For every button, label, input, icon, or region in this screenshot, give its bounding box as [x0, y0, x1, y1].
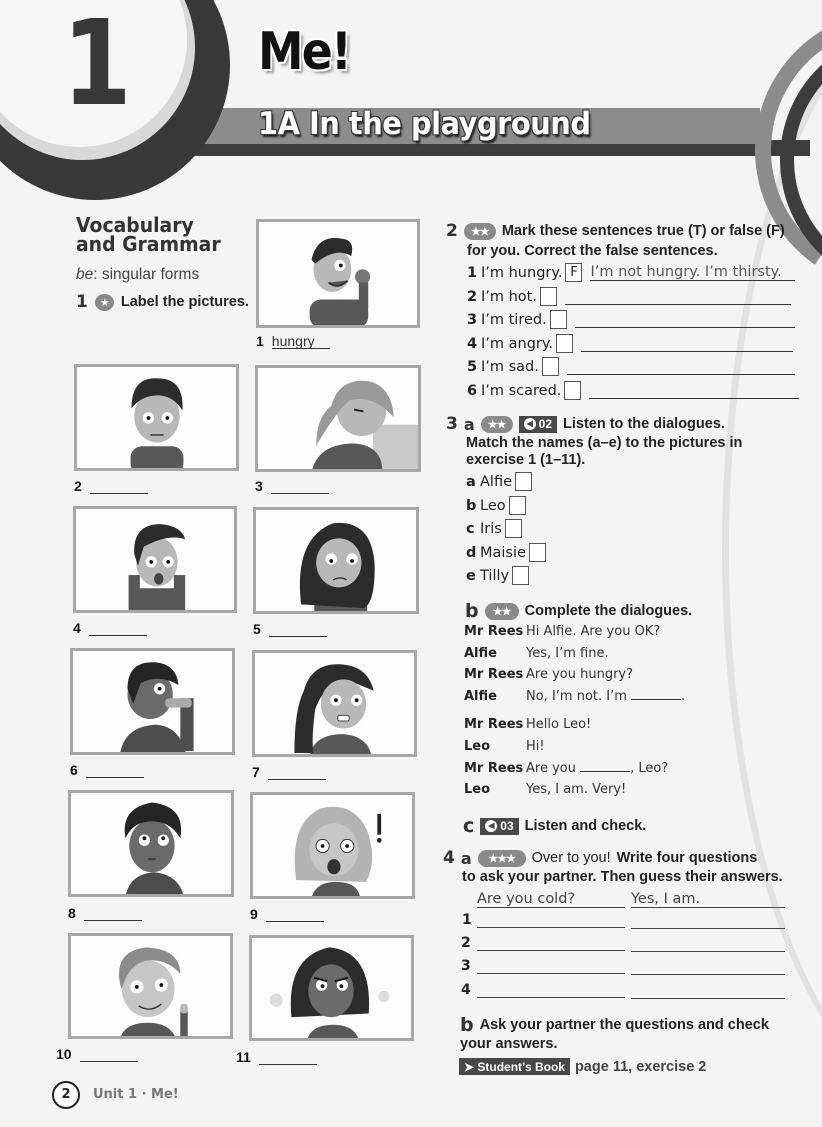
section-title-line1: Vocabulary [76, 213, 194, 237]
bored-boy-illustration [71, 793, 231, 894]
item-sentence: I’m hot. [481, 288, 537, 305]
example-question: Are you cold? [477, 892, 625, 908]
picture-1 [256, 219, 420, 328]
dialogue-text: Hello Leo! [526, 717, 592, 732]
correction-line[interactable]: I’m not hungry. I’m thirsty. [590, 265, 795, 281]
answer-blank[interactable] [80, 1048, 138, 1062]
picture-11-label [236, 1049, 317, 1065]
exercise3c-heading [463, 815, 646, 837]
item-number: 3 [467, 311, 478, 328]
picture-3 [255, 365, 421, 472]
speaker: Mr Rees [464, 761, 524, 776]
answer-line[interactable] [631, 913, 785, 929]
name-item [466, 496, 526, 515]
tf-box[interactable] [550, 310, 567, 329]
exercise2-heading [446, 221, 785, 260]
question-line[interactable] [477, 912, 625, 928]
footer-unit-label: Unit 1 · Me! [93, 1087, 179, 1102]
exercise2-item [467, 381, 799, 400]
answer-line[interactable] [631, 936, 785, 952]
correction-line[interactable] [581, 336, 793, 352]
picture-10-label [56, 1046, 138, 1062]
picture-6 [70, 648, 235, 755]
picture-3-label [255, 478, 329, 494]
exercise-instruction: Write four questions [616, 850, 758, 866]
question-line[interactable] [477, 958, 625, 974]
name-item [466, 543, 546, 562]
exercise-instruction: Mark these sentences true (T) or false (F) [501, 223, 785, 239]
dialogue-line [464, 739, 545, 754]
correction-line[interactable] [589, 383, 799, 399]
picture-10 [68, 933, 233, 1039]
exercise3a-heading [446, 414, 742, 469]
name-letter: a [466, 473, 476, 490]
grammar-subtitle-italic: be [76, 266, 94, 283]
part-letter: c [463, 815, 475, 837]
dialogue-text: Yes, I’m fine. [526, 646, 609, 661]
match-box[interactable] [505, 519, 522, 538]
exercise-instruction: Label the pictures. [120, 294, 249, 310]
students-book-reference [459, 1058, 706, 1075]
name-label: Tilly [480, 567, 510, 584]
exercise-instruction-cont: Match the names (a–e) to the pictures in [466, 435, 743, 451]
picture-8-label [68, 905, 142, 921]
dialogue-line [464, 624, 660, 639]
name-item [466, 519, 522, 538]
picture-11 [249, 935, 414, 1041]
worried-boy-illustration [77, 367, 236, 468]
dialogue-text [526, 761, 668, 776]
star-icon: ★★ [485, 603, 519, 620]
picture-number: 1 [256, 333, 264, 349]
picture-number: 6 [70, 762, 78, 778]
exercise2-item [467, 357, 795, 376]
dialogue-line [464, 717, 591, 732]
picture-5 [253, 507, 419, 614]
dialogue-text: Hi! [526, 739, 545, 754]
dialogue-text-after: . [681, 689, 686, 704]
exercise-instruction: Listen and check. [524, 818, 647, 834]
match-box[interactable] [529, 543, 546, 562]
name-label: Leo [480, 497, 506, 514]
answer-blank[interactable] [84, 907, 142, 921]
picture-number: 2 [74, 478, 82, 494]
picture-number: 7 [252, 764, 260, 780]
star-icon: ★★ [464, 223, 496, 240]
dialogue-blank[interactable] [631, 699, 681, 700]
speaker: Mr Rees [464, 717, 524, 732]
exercise4a-heading [443, 848, 783, 886]
match-box[interactable] [512, 566, 529, 585]
speaker: Leo [464, 782, 491, 797]
audio-track-number: 02 [538, 417, 552, 431]
name-letter: d [466, 544, 477, 561]
speaker: Alfie [464, 646, 497, 661]
star-icon: ★ [95, 294, 114, 311]
picture-4 [73, 506, 237, 613]
exercise-instruction-cont: your answers. [460, 1036, 558, 1052]
item-number: 4 [467, 335, 478, 352]
angry-girl-illustration [252, 938, 411, 1038]
item-sentence: I’m sad. [481, 358, 539, 375]
dialogue-text-before: Are you [526, 761, 576, 776]
picture-6-label [70, 762, 144, 778]
name-letter: b [466, 497, 477, 514]
row-number: 1 [462, 912, 472, 928]
section-title-line2: and Grammar [76, 232, 221, 256]
exercise-instruction-light: Over to you! [531, 850, 611, 866]
tf-box[interactable]: F [565, 263, 582, 282]
question-line[interactable] [477, 935, 625, 951]
exercise2-item [467, 287, 791, 306]
audio-track-number: 03 [500, 819, 514, 833]
answer-blank[interactable] [89, 622, 147, 636]
speaker: Mr Rees [464, 624, 524, 639]
row-number: 2 [461, 935, 471, 951]
picture-1-label [256, 333, 330, 349]
name-label: Maisie [480, 544, 526, 561]
picture-number: 3 [255, 478, 263, 494]
dialogue-line [464, 667, 633, 682]
name-letter: c [466, 520, 475, 537]
exercise1-heading [76, 292, 249, 312]
name-label: Iris [480, 520, 502, 537]
happy-boy-illustration [71, 936, 230, 1036]
picture-7-label [252, 764, 326, 780]
tf-box[interactable] [556, 334, 573, 353]
page-number: 2 [52, 1081, 80, 1109]
answer-blank[interactable] [268, 766, 326, 780]
picture-7 [252, 650, 417, 757]
speaker: Leo [464, 739, 491, 754]
exercise3b-heading [465, 600, 692, 622]
exercise4b-heading [460, 1014, 769, 1053]
unit-header [0, 0, 822, 210]
tf-box[interactable] [564, 381, 581, 400]
reference-text: page 11, exercise 2 [574, 1058, 707, 1075]
audio-track-button[interactable] [519, 416, 557, 433]
picture-2-label [74, 478, 148, 494]
dialogue-line [464, 761, 668, 776]
answer-blank[interactable] [90, 480, 148, 494]
answer-blank[interactable] [86, 764, 144, 778]
lesson-title: 1A In the playground [258, 106, 591, 142]
correction-line[interactable] [575, 312, 795, 328]
part-letter: a [463, 414, 475, 434]
exercise-instruction-cont: to ask your partner. Then guess their answers. [462, 869, 783, 885]
exercise-instruction: Complete the dialogues. [524, 603, 693, 619]
exercise-number: 3 [446, 414, 458, 434]
answer-line[interactable] [631, 959, 785, 975]
match-box[interactable] [515, 472, 532, 491]
item-number: 5 [467, 358, 478, 375]
question-line[interactable] [477, 982, 625, 998]
boy-eating-apple-illustration [259, 222, 417, 325]
dialogue-blank[interactable] [580, 771, 630, 772]
dialogue-text: Are you hungry? [526, 667, 634, 682]
part-letter: a [460, 848, 472, 868]
example-answer: Yes, I am. [631, 892, 785, 908]
picture-number: 9 [250, 906, 258, 922]
dialogue-line [464, 782, 626, 797]
speaker: Mr Rees [464, 667, 524, 682]
surprised-girl-illustration [253, 795, 412, 896]
answer-blank[interactable] [271, 480, 329, 494]
row-number: 3 [461, 958, 471, 974]
exercise-instruction: Listen to the dialogues. [563, 416, 725, 432]
dialogue-text: Hi Alfie. Are you OK? [526, 624, 661, 639]
name-label: Alfie [480, 473, 513, 490]
shocked-boy-illustration [76, 509, 234, 610]
name-item [466, 566, 529, 585]
part-letter: b [460, 1014, 474, 1036]
answer-blank[interactable] [266, 908, 324, 922]
dialogue-text-after: , Leo? [630, 761, 669, 776]
picture-number: 8 [68, 905, 76, 921]
students-book-badge: ➤ Student’s Book [459, 1058, 570, 1075]
speaker-icon: ◀ [485, 820, 497, 832]
audio-track-button[interactable] [480, 818, 518, 835]
dialogue-text [526, 689, 685, 704]
dialogue-line [464, 689, 685, 704]
picture-number: 4 [73, 620, 81, 636]
match-box[interactable] [509, 496, 526, 515]
exercise-number: 2 [446, 221, 458, 241]
item-sentence: I’m hungry. [481, 264, 563, 281]
picture-5-label [253, 621, 327, 637]
dialogue-text-before: No, I’m not. I’m [526, 689, 627, 704]
grammar-subtitle [76, 266, 199, 284]
exercise-instruction-cont: exercise 1 (1–11). [466, 452, 586, 468]
item-number: 6 [467, 382, 478, 399]
speaker-icon: ◀ [524, 418, 536, 430]
picture-number: 10 [56, 1046, 72, 1062]
exercise2-item [467, 334, 793, 353]
picture-number: 5 [253, 621, 261, 637]
picture-9-label [250, 906, 324, 922]
picture-4-label [73, 620, 147, 636]
tf-box[interactable] [542, 357, 559, 376]
part-letter: b [465, 600, 479, 622]
exercise-instruction: Ask your partner the questions and check [479, 1017, 769, 1033]
item-number: 1 [467, 264, 478, 281]
dialogue-line [464, 646, 609, 661]
crying-girl-illustration [256, 510, 416, 611]
name-letter: e [466, 567, 476, 584]
section-title [76, 213, 221, 256]
item-sentence: I’m scared. [481, 382, 562, 399]
item-number: 2 [467, 288, 478, 305]
star-icon: ★★★ [478, 850, 526, 867]
shivering-girl-illustration [255, 653, 414, 754]
answer-blank[interactable]: hungry [272, 335, 330, 349]
picture-2 [74, 364, 239, 471]
row-number: 4 [461, 982, 471, 998]
star-icon: ★★ [481, 416, 513, 433]
dialogue-text: Yes, I am. Very! [526, 782, 627, 797]
item-sentence: I’m tired. [481, 311, 547, 328]
speaker: Alfie [464, 689, 497, 704]
exercise-number: 4 [443, 848, 455, 868]
item-sentence: I’m angry. [481, 335, 553, 352]
boy-drinking-illustration [73, 651, 232, 752]
answer-blank[interactable] [259, 1051, 317, 1065]
grammar-subtitle-rest: : singular forms [93, 266, 200, 283]
unit-title: Me! [258, 22, 351, 82]
picture-8 [68, 790, 234, 897]
exercise-number: 1 [76, 292, 88, 312]
name-item [466, 472, 532, 491]
exercise2-item [467, 310, 795, 329]
exercise2-item [467, 263, 795, 282]
tired-girl-illustration [258, 368, 418, 469]
unit-number: 1 [62, 0, 132, 132]
exercise-instruction-cont: for you. Correct the false sentences. [467, 243, 718, 259]
picture-9 [250, 792, 415, 899]
tf-box[interactable] [540, 287, 557, 306]
answer-blank[interactable] [269, 623, 327, 637]
correction-line[interactable] [567, 359, 795, 375]
answer-line[interactable] [631, 983, 785, 999]
correction-line[interactable] [565, 289, 791, 305]
picture-number: 11 [236, 1049, 251, 1065]
